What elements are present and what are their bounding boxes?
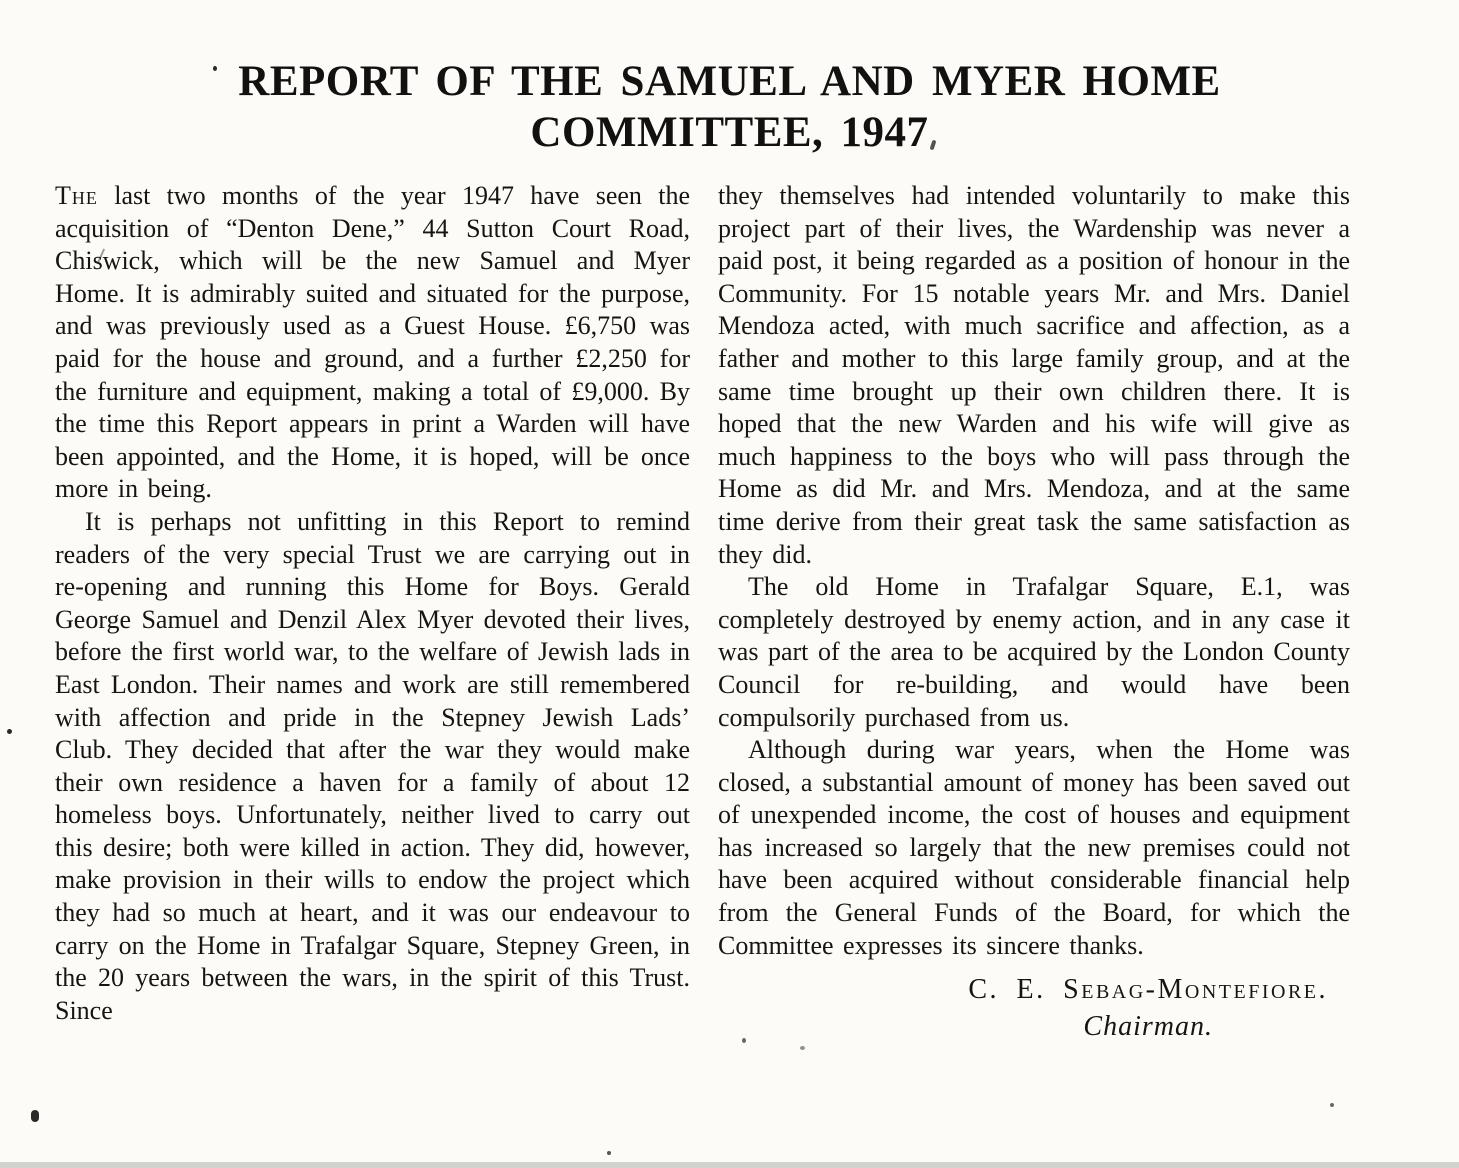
- ink-speck: [213, 66, 217, 71]
- paragraph-acquisition: [55, 180, 690, 506]
- ink-speck: [31, 1110, 39, 1122]
- report-title-line1: REPORT OF THE SAMUEL AND MYER HOME: [238, 58, 1221, 105]
- signature-role: Chairman.: [1083, 1011, 1213, 1043]
- ink-speck: [742, 1038, 746, 1043]
- signature-block: [968, 972, 1328, 1046]
- paragraph-acquisition-text: last two months of the year 1947 have seen the acquisition of “Denton Dene,” 44 Sutton Court Road, Chiswick, which will be the new Samuel and Myer Home. It is admirably suited and situated for the purpose, and was previously used as a Guest House. £6,750 was paid for the house and ground, and a further £2,250 for the furniture and equipment, making a total of £9,000. By the time this Report appears in print a Warden will have been appointed, and the Home, it is hoped, will be once more in being.: [55, 181, 690, 504]
- scanner-edge-shadow: [0, 1162, 1459, 1168]
- two-column-text-block: [55, 180, 1350, 1046]
- signature-name: C. E. Sebag-Montefiore.: [968, 974, 1328, 1006]
- paragraph-trust-history: It is perhaps not unfitting in this Report to remind readers of the very special Trust we are carrying out in re-opening and running this Home for Boys. Gerald George Samuel and Denzil Alex Myer devoted their lives, before the first world war, to the welfare of Jewish lads in East London. Their names and work are still remembered with affection and pride in the Stepney Jewish Lads’ Club. They decided that after the war they would make their own residence a haven for a family of about 12 homeless boys. Unfortunately, neither lived to carry out this desire; both were killed in action. They did, however, make provision in their wills to endow the project which they had so much at heart, and it was our endeavour to carry on the Home in Trafalgar Square, Stepney Green, in the 20 years between the wars, in the spirit of this Trust. Since: [55, 506, 690, 1025]
- ink-speck: [800, 1046, 805, 1050]
- paragraph-wardenship: they themselves had intended voluntarily to make this project part of their lives, the Wardenship was never a paid post, it being regarded as a position of honour in the Community. For 15 notable years Mr. and Mrs. Daniel Mendoza acted, with much sacrifice and affection, as a father and mother to this large family group, and at the same time brought up their own children there. It is hoped that the new Warden and his wife will give as much happiness to the boys who will pass through the Home as did Mr. and Mrs. Mendoza, and at the same time derive from their great task the same satisfaction as they did.: [718, 181, 1350, 569]
- ink-speck: [607, 1151, 611, 1155]
- ink-speck: [7, 729, 12, 734]
- report-title-line2: COMMITTEE, 1947: [530, 109, 929, 156]
- report-title: [0, 0, 1459, 158]
- right-column: [718, 180, 1350, 1046]
- left-column: [55, 180, 690, 1046]
- paragraph-war-years-funds: Although during war years, when the Home was closed, a substantial amount of money has been saved out of unexpended income, the cost of houses and equipment has increased so largely that the new premises could not have been acquired without considerable financial help from the General Funds of the Board, for which the Committee expresses its sincere thanks.: [718, 735, 1350, 960]
- ink-speck: [1330, 1103, 1334, 1107]
- paragraph-old-home: The old Home in Trafalgar Square, E.1, was completely destroyed by enemy action, and in any case it was part of the area to be acquired by the London County Council for re-building, and would have been compulsorily purchased from us.: [718, 572, 1350, 732]
- paragraph-lead-word: The: [55, 181, 98, 210]
